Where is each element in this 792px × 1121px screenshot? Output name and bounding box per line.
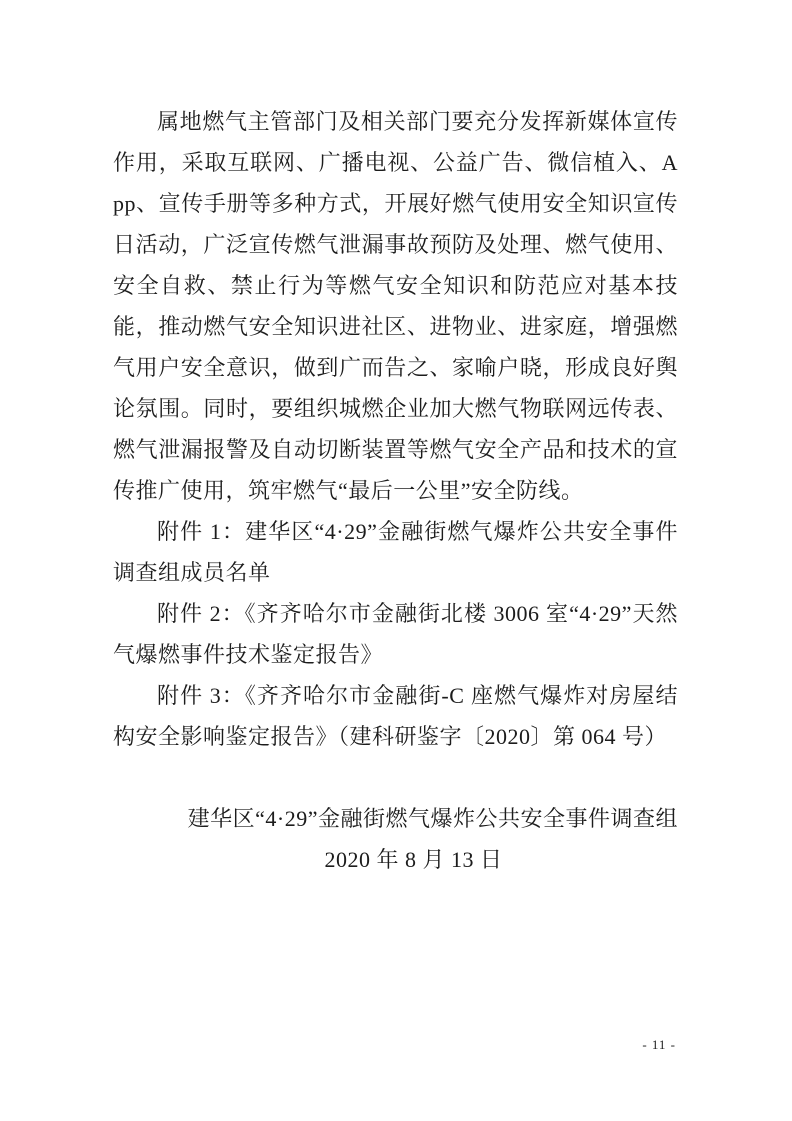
attachment-item-3: 附件 3：《齐齐哈尔市金融街-C 座燃气爆炸对房屋结构安全影响鉴定报告》（建科研鉴字〔2020〕第 064 号）	[113, 683, 678, 749]
signature-line: 建华区“4·29”金融街燃气爆炸公共安全事件调查组	[187, 806, 678, 831]
date-line: 2020 年 8 月 13 日	[324, 847, 503, 872]
body-paragraph: 属地燃气主管部门及相关部门要充分发挥新媒体宣传作用，采取互联网、广播电视、公益广告、微信植入、App、宣传手册等多种方式，开展好燃气使用安全知识宣传日活动，广泛宣传燃气泄漏事故预防及处理、燃气使用、安全自救、禁止行为等燃气安全知识和防范应对基本技能，推动燃气安全知识进社区、进物业、进家庭，增强燃气用户安全意识，做到广而告之、家喻户晓，形成良好舆论氛围。同时，要组织城燃企业加大燃气物联网远传表、燃气泄漏报警及自动切断装置等燃气安全产品和技术的宣传推广使用，筑牢燃气“最后一公里”安全防线。	[113, 109, 678, 503]
page-number: - 11 -	[642, 1037, 676, 1052]
document-body	[113, 101, 678, 880]
attachment-item-2: 附件 2：《齐齐哈尔市金融街北楼 3006 室“4·29”天然气爆燃事件技术鉴定报告》	[113, 601, 678, 667]
attachment-item-1: 附件 1：建华区“4·29”金融街燃气爆炸公共安全事件调查组成员名单	[113, 519, 678, 585]
